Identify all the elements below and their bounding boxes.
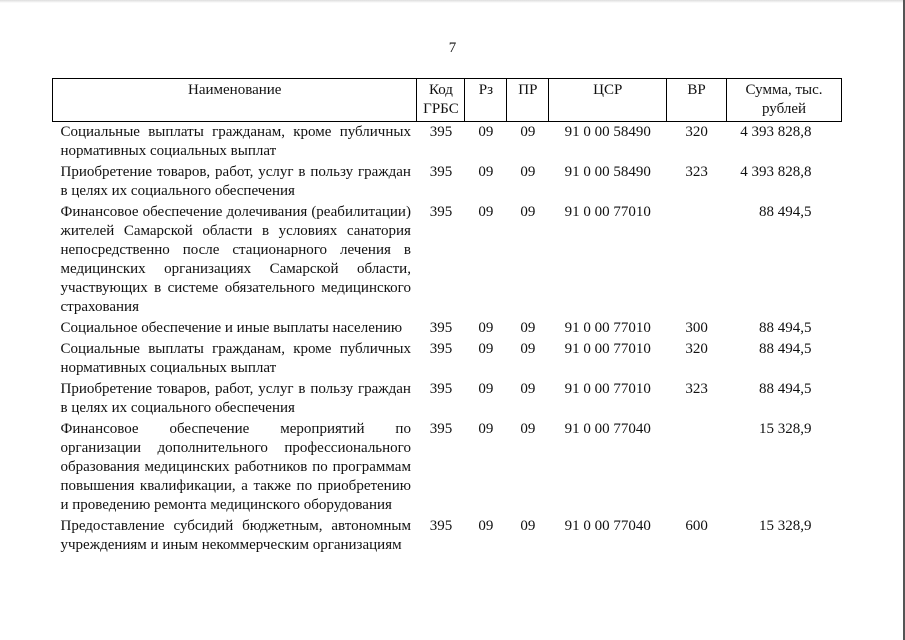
cell-csr: 91 0 00 77010	[564, 341, 651, 357]
cell-rz: 09	[478, 341, 494, 357]
cell-sum: 4 393 828,8	[740, 124, 812, 140]
cell-sum: 88 494,5	[759, 341, 812, 357]
table-row	[53, 162, 842, 202]
cell-rz: 09	[478, 518, 494, 534]
cell-csr: 91 0 00 58490	[564, 164, 651, 180]
table-row	[53, 339, 842, 379]
cell-rz: 09	[478, 164, 494, 180]
cell-pr: 09	[520, 341, 536, 357]
cell-name: Социальные выплаты гражданам, кроме публичных нормативных социальных выплат	[60, 341, 411, 376]
cell-name: Финансовое обеспечение долечивания (реабилитации) жителей Самарской области в условиях санатория непосредственно после стационарного лечения в медицинских организациях Самарской области, участвующих в системе обязательного медицинского страхования	[60, 204, 411, 315]
cell-grbs: 395	[429, 320, 453, 336]
cell-vr	[667, 202, 727, 318]
cell-sum: 88 494,5	[759, 381, 812, 397]
cell-name: Социальные выплаты гражданам, кроме публичных нормативных социальных выплат	[60, 124, 411, 159]
cell-name: Предоставление субсидий бюджетным, автономным учреждениям и иным некоммерческим организациям	[60, 518, 411, 553]
cell-sum: 88 494,5	[759, 204, 812, 220]
cell-grbs: 395	[429, 124, 453, 140]
cell-sum: 88 494,5	[759, 320, 812, 336]
header-vr: ВР	[667, 79, 727, 122]
cell-vr: 323	[685, 381, 708, 397]
table-row	[53, 318, 842, 339]
cell-csr: 91 0 00 77010	[564, 381, 651, 397]
cell-name: Приобретение товаров, работ, услуг в пользу граждан в целях их социального обеспечения	[60, 164, 411, 199]
cell-grbs: 395	[429, 381, 453, 397]
cell-name: Приобретение товаров, работ, услуг в пользу граждан в целях их социального обеспечения	[60, 381, 411, 416]
header-pr: ПР	[507, 79, 549, 122]
cell-csr: 91 0 00 77010	[564, 320, 651, 336]
cell-sum: 15 328,9	[759, 421, 812, 437]
cell-pr: 09	[520, 124, 536, 140]
cell-csr: 91 0 00 58490	[564, 124, 651, 140]
cell-grbs: 395	[429, 421, 453, 437]
cell-vr: 320	[685, 124, 708, 140]
header-csr: ЦСР	[549, 79, 667, 122]
cell-sum: 15 328,9	[759, 518, 812, 534]
cell-pr: 09	[520, 164, 536, 180]
cell-csr: 91 0 00 77010	[564, 204, 651, 220]
cell-rz: 09	[478, 320, 494, 336]
cell-pr: 09	[520, 421, 536, 437]
cell-grbs: 395	[429, 518, 453, 534]
cell-vr: 323	[685, 164, 708, 180]
cell-pr: 09	[520, 204, 536, 220]
table-header	[53, 79, 842, 122]
cell-grbs: 395	[429, 204, 453, 220]
cell-pr: 09	[520, 320, 536, 336]
header-row	[53, 79, 842, 122]
table-row	[53, 419, 842, 516]
cell-grbs: 395	[429, 164, 453, 180]
cell-name: Финансовое обеспечение мероприятий по организации дополнительного профессионального образования медицинских работников по программам повышения квалификации, а также по приобретению и проведению ремонта медицинского оборудования	[60, 421, 411, 513]
table-row	[53, 202, 842, 318]
header-grbs: Код ГРБС	[417, 79, 465, 122]
header-sum: Сумма, тыс. рублей	[727, 79, 842, 122]
header-rz: Рз	[465, 79, 507, 122]
scan-top-edge	[0, 0, 905, 3]
cell-rz: 09	[478, 204, 494, 220]
cell-name: Социальное обеспечение и иные выплаты населению	[60, 320, 403, 336]
cell-rz: 09	[478, 381, 494, 397]
cell-csr: 91 0 00 77040	[564, 518, 651, 534]
table-row	[53, 122, 842, 163]
cell-grbs: 395	[429, 341, 453, 357]
cell-vr: 320	[685, 341, 708, 357]
cell-csr: 91 0 00 77040	[564, 421, 651, 437]
cell-pr: 09	[520, 518, 536, 534]
cell-vr: 300	[685, 320, 708, 336]
table-row	[53, 379, 842, 419]
table-row	[53, 516, 842, 556]
cell-vr: 600	[685, 518, 708, 534]
cell-sum: 4 393 828,8	[740, 164, 812, 180]
page-number: 7	[448, 40, 457, 56]
budget-table	[52, 78, 842, 556]
cell-rz: 09	[478, 421, 494, 437]
cell-pr: 09	[520, 381, 536, 397]
cell-vr	[667, 419, 727, 516]
table-body	[53, 122, 842, 557]
header-name: Наименование	[53, 79, 417, 122]
cell-rz: 09	[478, 124, 494, 140]
